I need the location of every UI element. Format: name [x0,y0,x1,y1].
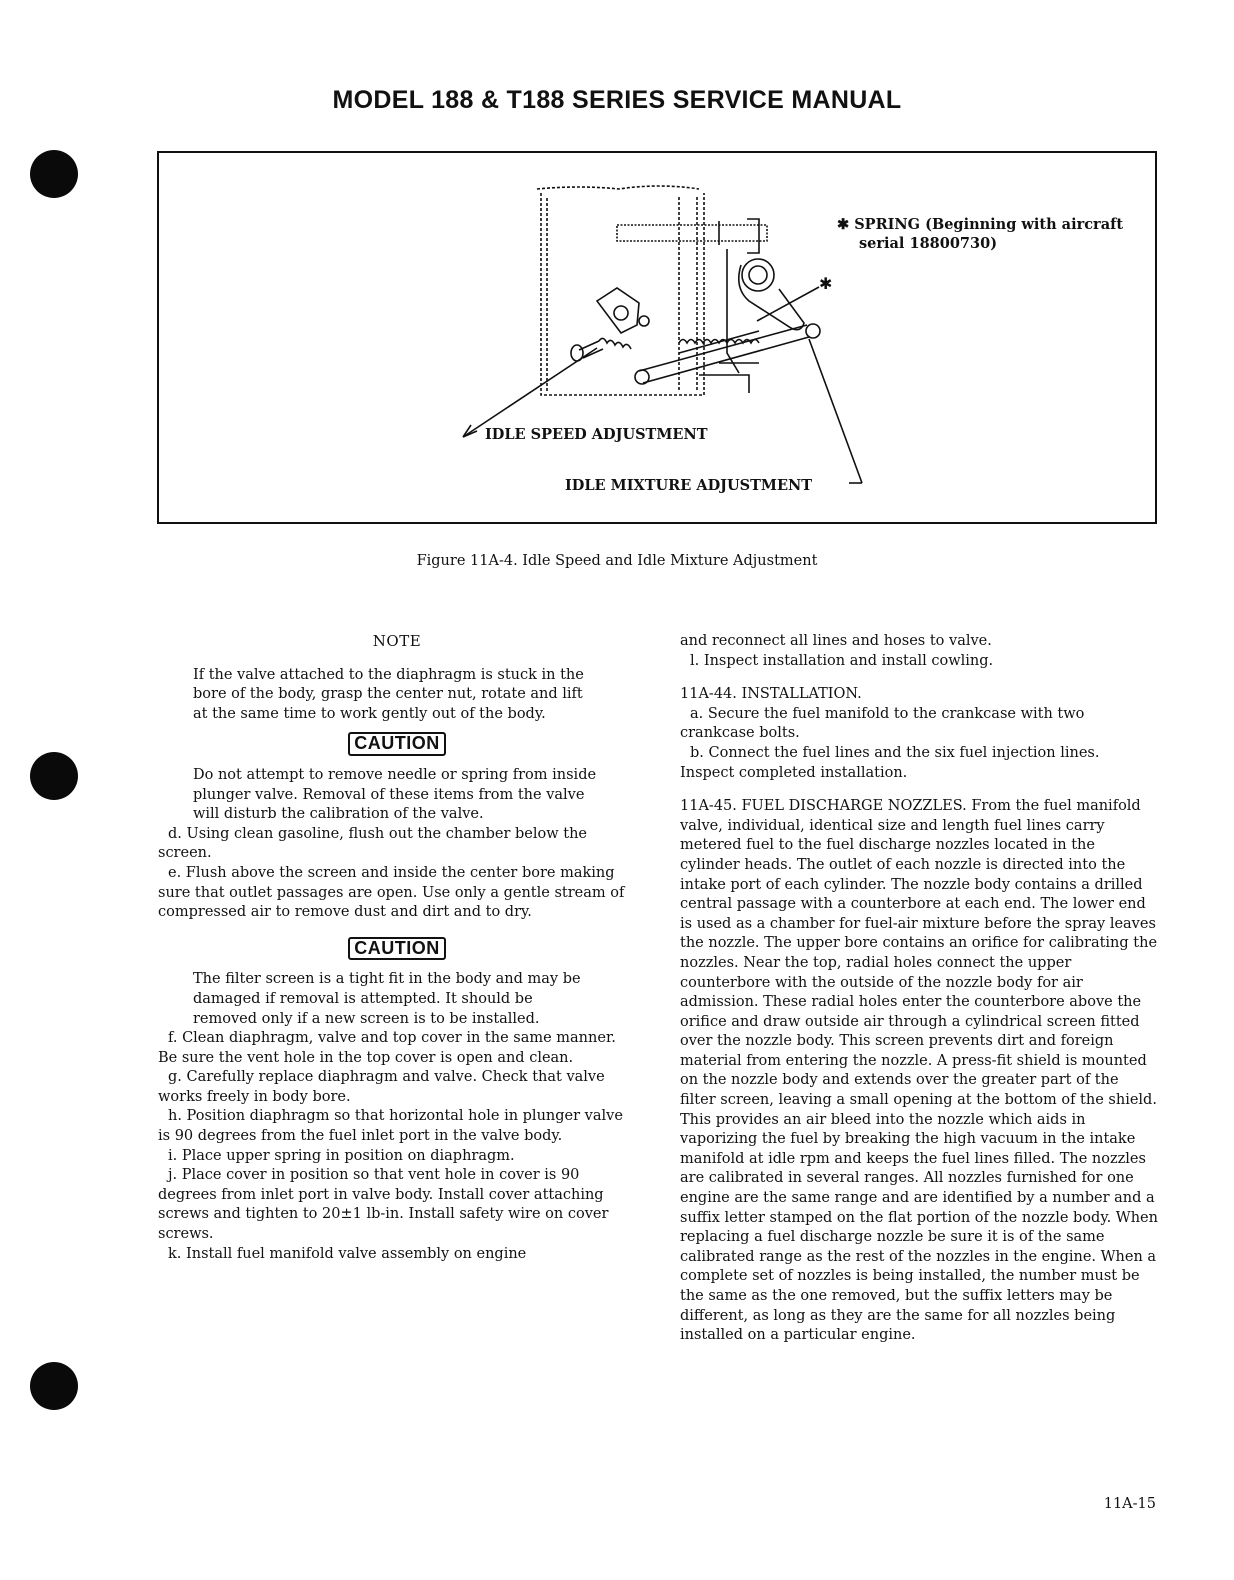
idle-mixture-label: IDLE MIXTURE ADJUSTMENT [565,477,813,494]
binder-hole-middle [30,752,78,800]
right-column [680,632,1158,1346]
step-f: f. Clean diaphragm, valve and top cover in the same manner. Be sure the vent hole in the top cover is open and clean. [158,1030,616,1066]
spring-note-line2: serial 18800730) [859,235,998,252]
step-g: g. Carefully replace diaphragm and valve. Check that valve works freely in body bore. [158,1069,605,1105]
section-11a-44-heading: 11A-44. INSTALLATION. [680,686,862,703]
step-l: l. Inspect installation and install cowling. [690,652,994,669]
spring-note-line1: ✱ SPRING (Beginning with aircraft [837,216,1124,233]
step-k-continued: and reconnect all lines and hoses to valve. [680,633,992,649]
caution-label-2: CAUTION [348,937,446,961]
left-column [158,632,636,1264]
step-k: k. Install fuel manifold valve assembly on engine [168,1245,527,1262]
idle-adjustment-diagram [159,153,1155,522]
section-11a-44-step-a: a. Secure the fuel manifold to the crankcase with two crankcase bolts. [680,705,1085,742]
section-11a-44-step-b: b. Connect the fuel lines and the six fuel injection lines. Inspect completed installation. [680,744,1100,781]
binder-hole-bottom [30,1362,78,1410]
step-e: e. Flush above the screen and inside the center bore making sure that outlet passages are open. Use only a gentle stream of compressed air to remove dust and dirt and to dry. [158,864,625,921]
figure-caption: Figure 11A-4. Idle Speed and Idle Mixture Adjustment [416,553,818,569]
caution-text-1: Do not attempt to remove needle or spring from inside plunger valve. Removal of these items from the valve will disturb the calibration of the valve. [193,766,597,823]
step-i: i. Place upper spring in position on diaphragm. [168,1147,515,1164]
step-d: d. Using clean gasoline, flush out the chamber below the screen. [158,825,587,862]
figure-11a-4 [157,151,1157,524]
svg-text:✱: ✱ [819,274,833,293]
step-h: h. Position diaphragm so that horizontal hole in plunger valve is 90 degrees from the fuel inlet port in the valve body. [158,1108,623,1145]
page-title: MODEL 188 & T188 SERIES SERVICE MANUAL [332,86,902,114]
binder-hole-top [30,150,78,198]
section-11a-45-text: 11A-45. FUEL DISCHARGE NOZZLES. From the fuel manifold valve, individual, identical size and length fuel lines carry metered fuel to the fuel discharge nozzles located in the cylinder heads. The outlet of each nozzle is directed into the intake port of each cylinder. The nozzle body contains a drilled central passage with a counterbore at each end. The lower end is used as a chamber for fuel-air mixture before the spray leaves the nozzle. The upper bore contains an orifice for calibrating the nozzles. Near the top, radial holes connect the upper counterbore with the outside of the nozzle body for air admission. These radial holes enter the counterbore above the orifice and draw outside air through a cylindrical screen fitted over the nozzle body. This screen prevents dirt and foreign material from entering the nozzle. A press-fit shield is mounted on the nozzle body and extends over the greater part of the filter screen, leaving a small opening at the bottom of the shield. This provides an air bleed into the nozzle which aids in vaporizing the fuel by breaking the high vacuum in the intake manifold at idle rpm and keeps the fuel lines filled. The nozzles are calibrated in several ranges. All nozzles furnished for one engine are the same range and are identified by a number and a suffix letter stamped on the flat portion of the nozzle body. When replacing a fuel discharge nozzle be sure it is of the same calibrated range as the rest of the nozzles in the engine. When a complete set of nozzles is being installed, the number must be the same as the one removed, but the suffix letters may be different, as long as they are the same for all nozzles being installed on a particular engine. [680,798,1158,1344]
caution-label-1: CAUTION [348,732,446,756]
idle-speed-label: IDLE SPEED ADJUSTMENT [485,426,708,443]
caution-text-2: The filter screen is a tight fit in the body and may be damaged if removal is attempted. It should be removed only if a new screen is to be installed. [193,971,581,1027]
page-number: 11A-15 [1103,1496,1156,1512]
step-j: j. Place cover in position so that vent hole in cover is 90 degrees from inlet port in valve body. Install cover attaching screws and tighten to 20±1 lb-in. Install safety wire on cover screws. [158,1167,609,1243]
note-heading: NOTE [372,632,422,650]
note-text: If the valve attached to the diaphragm is stuck in the bore of the body, grasp the center nut, rotate and lift at the same time to work gently out of the body. [193,666,584,722]
